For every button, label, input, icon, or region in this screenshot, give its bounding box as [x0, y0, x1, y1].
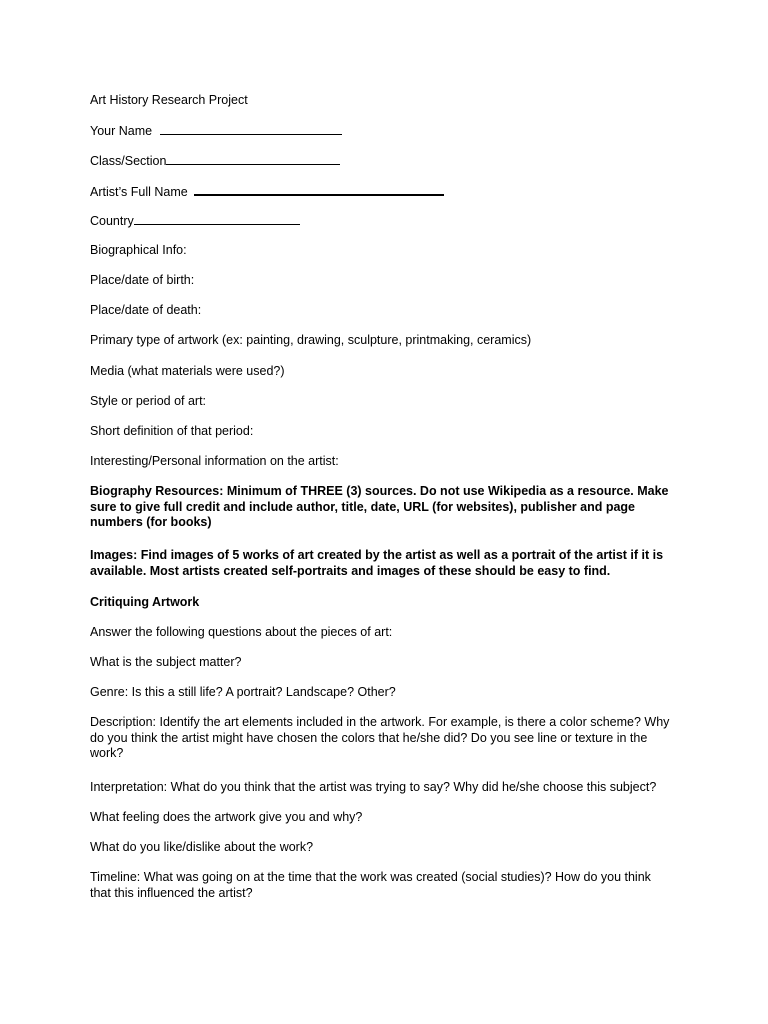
- style-period: Style or period of art:: [90, 394, 207, 408]
- images-instructions: Images: Find images of 5 works of art created by the artist as well as a portrait of the artist if it is available. Most artists created self-portraits and images of these should be easy to find.: [90, 548, 664, 578]
- country-blank[interactable]: [134, 213, 300, 225]
- interesting-info: Interesting/Personal information on the artist:: [90, 454, 339, 468]
- timeline-question: Timeline: What was going on at the time that the work was created (social studies)? How do you think that this influenced the artist?: [90, 870, 651, 900]
- like-dislike-question: What do you like/dislike about the work?: [90, 840, 314, 854]
- subject-matter-question: What is the subject matter?: [90, 655, 242, 669]
- class-section-blank[interactable]: [166, 153, 340, 165]
- answer-following: Answer the following questions about the pieces of art:: [90, 625, 393, 639]
- artist-name-field: [90, 183, 690, 201]
- place-date-birth: Place/date of birth:: [90, 273, 195, 287]
- biographical-info: Biographical Info:: [90, 243, 187, 257]
- artist-name-label: Artist’s Full Name: [90, 185, 188, 199]
- critiquing-heading: Critiquing Artwork: [90, 595, 200, 609]
- class-section-field: [90, 153, 690, 170]
- description-question: Description: Identify the art elements included in the artwork. For example, is there a color scheme? Why do you think the artist might have chosen the colors that he/she did? Do you see line or texture in the work?: [90, 715, 670, 760]
- biography-resources: Biography Resources: Minimum of THREE (3) sources. Do not use Wikipedia as a resource. Make sure to give full credit and include author, title, date, URL (for websites), publisher and page numbers (for books): [90, 484, 669, 529]
- your-name-label: Your Name: [90, 124, 153, 138]
- genre-question: Genre: Is this a still life? A portrait? Landscape? Other?: [90, 685, 396, 699]
- document-title: Art History Research Project: [90, 93, 248, 107]
- country-label: Country: [90, 214, 134, 228]
- country-field: [90, 213, 690, 230]
- media-question: Media (what materials were used?): [90, 364, 285, 378]
- primary-type-artwork: Primary type of artwork (ex: painting, drawing, sculpture, printmaking, ceramics): [90, 333, 532, 347]
- class-section-label: Class/Section: [90, 154, 167, 168]
- your-name-blank[interactable]: [160, 123, 342, 135]
- short-definition: Short definition of that period:: [90, 424, 254, 438]
- your-name-field: [90, 123, 690, 140]
- place-date-death: Place/date of death:: [90, 303, 202, 317]
- artist-name-blank[interactable]: [194, 183, 444, 196]
- feeling-question: What feeling does the artwork give you and why?: [90, 810, 363, 824]
- interpretation-question: Interpretation: What do you think that the artist was trying to say? Why did he/she choose this subject?: [90, 780, 657, 794]
